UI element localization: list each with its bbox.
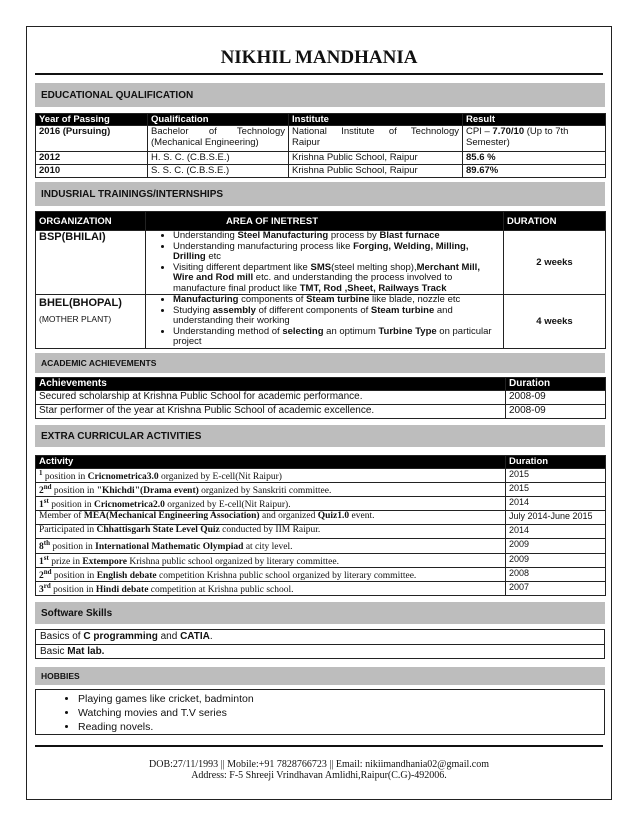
extra-duration: 2007 <box>506 581 606 595</box>
academic-header-duration: Duration <box>506 378 606 391</box>
training-org: BSP(BHILAI) <box>36 231 146 295</box>
training-table <box>35 211 606 349</box>
academic-table <box>35 377 606 419</box>
table-row <box>36 231 606 295</box>
list-item: • Playing games like cricket, badminton <box>78 692 604 706</box>
extra-activity: 1st position in Cricnometrica2.0 organized by E-cell(Nit Raipur). <box>36 497 506 511</box>
edu-qualification: S. S. C. (C.B.S.E.) <box>148 165 289 178</box>
edu-institute: Krishna Public School, Raipur <box>289 165 463 178</box>
table-row <box>36 525 606 539</box>
extra-heading: EXTRA CURRICULAR ACTIVITIES <box>35 425 605 447</box>
table-row <box>36 469 606 483</box>
academic-header-achievements: Achievements <box>36 378 506 391</box>
extra-header-duration: Duration <box>506 456 606 469</box>
software-box <box>35 629 605 659</box>
resume-page <box>26 26 612 800</box>
training-duration: 4 weeks <box>504 295 606 349</box>
academic-achievement: Secured scholarship at Krishna Public School for academic performance. <box>36 391 506 405</box>
table-row <box>36 497 606 511</box>
extra-activity: Participated in Chhattisgarh State Level Quiz conducted by IIM Raipur. <box>36 525 506 539</box>
edu-header-qualification: Qualification <box>148 114 289 126</box>
list-item: • Visiting different department like SMS(steel melting shop),Merchant Mill, Wire and Rod mill etc. and understanding the process involved to manufacture final product like TMT, Rod ,Sheet, Railways Track <box>173 263 500 295</box>
extra-header-activity: Activity <box>36 456 506 469</box>
extra-table <box>35 455 606 596</box>
list-item: • Reading novels. <box>78 720 604 734</box>
extra-duration: 2015 <box>506 483 606 497</box>
academic-heading: ACADEMIC ACHIEVEMENTS <box>35 353 605 373</box>
table-row <box>36 483 606 497</box>
education-heading: EDUCATIONAL QUALIFICATION <box>35 83 605 107</box>
table-row <box>36 581 606 595</box>
list-item: • Watching movies and T.V series <box>78 706 604 720</box>
table-row <box>36 165 606 178</box>
extra-activity: 2nd position in "Khichdi"(Drama event) organized by Sanskriti committee. <box>36 483 506 497</box>
academic-achievement: Star performer of the year at Krishna Public School of academic excellence. <box>36 405 506 419</box>
hobbies-box <box>35 689 605 735</box>
extra-activity: 1st prize in Extempore Krishna public school organized by literary committee. <box>36 553 506 567</box>
candidate-name: NIKHIL MANDHANIA <box>220 47 418 68</box>
training-heading: INDUSRIAL TRAININGS/INTERNSHIPS <box>35 182 605 206</box>
edu-header-year: Year of Passing <box>36 114 148 126</box>
extra-activity: Member of MEA(Mechanical Engineering Association) and organized Quiz1.0 event. <box>36 511 506 525</box>
extra-duration: 2008 <box>506 567 606 581</box>
extra-duration: 2014 <box>506 525 606 539</box>
table-row <box>36 152 606 165</box>
software-heading: Software Skills <box>35 602 605 624</box>
edu-result: 89.67% <box>463 165 606 178</box>
edu-qualification: Bachelor of Technology (Mechanical Engineering) <box>148 126 289 152</box>
software-line-1: Basics of C programming and CATIA. <box>36 630 604 645</box>
edu-institute: National Institute of Technology Raipur <box>289 126 463 152</box>
training-area <box>146 295 504 349</box>
training-org: BHEL(BHOPAL) (MOTHER PLANT) <box>36 295 146 349</box>
table-row <box>36 295 606 349</box>
footer-contact: DOB:27/11/1993 || Mobile:+91 7828766723 || Email: nikiimandhania02@gmail.com <box>149 759 489 770</box>
footer-rule <box>35 745 603 747</box>
table-row <box>36 567 606 581</box>
extra-duration: 2015 <box>506 469 606 483</box>
extra-activity: 3rd position in Hindi debate competition at Krishna public school. <box>36 581 506 595</box>
academic-duration: 2008-09 <box>506 391 606 405</box>
edu-qualification: H. S. C. (C.B.S.E.) <box>148 152 289 165</box>
table-row <box>36 553 606 567</box>
edu-year: 2016 (Pursuing) <box>36 126 148 152</box>
list-item: • Understanding method of selecting an optimum Turbine Type on particular project <box>173 327 500 348</box>
list-item: • Studying assembly of different components of Steam turbine and understanding their working <box>173 306 500 327</box>
extra-duration: 2009 <box>506 539 606 553</box>
hobbies-heading: HOBBIES <box>35 667 605 685</box>
footer-address: Address: F-5 Shreeji Vrindhavan Amlidhi,Raipur(C.G)-492006. <box>191 770 447 781</box>
edu-result: 85.6 % <box>463 152 606 165</box>
edu-year: 2012 <box>36 152 148 165</box>
table-row <box>36 391 606 405</box>
training-header-duration: DURATION <box>504 212 606 231</box>
table-row <box>36 126 606 152</box>
table-row <box>36 405 606 419</box>
table-row <box>36 511 606 525</box>
edu-result: CPI – 7.70/10 (Up to 7th Semester) <box>463 126 606 152</box>
academic-duration: 2008-09 <box>506 405 606 419</box>
table-row <box>36 539 606 553</box>
list-item: • Understanding manufacturing process like Forging, Welding, Milling, Drilling etc <box>173 242 500 263</box>
title-rule <box>35 73 603 75</box>
extra-duration: July 2014-June 2015 <box>506 511 606 525</box>
edu-year: 2010 <box>36 165 148 178</box>
education-table <box>35 113 606 178</box>
extra-duration: 2014 <box>506 497 606 511</box>
training-header-organization: ORGANIZATION <box>36 212 146 231</box>
list-item: • Understanding Steel Manufacturing process by Blast furnace <box>173 231 500 242</box>
training-area <box>146 231 504 295</box>
edu-header-institute: Institute <box>289 114 463 126</box>
training-header-area: AREA OF INETREST <box>146 212 504 231</box>
edu-institute: Krishna Public School, Raipur <box>289 152 463 165</box>
extra-activity: $^1$ position in Cricnometrica3.0 organized by E-cell(Nit Raipur) <box>36 469 506 483</box>
extra-duration: 2009 <box>506 553 606 567</box>
software-line-2: Basic Mat lab. <box>40 646 105 657</box>
list-item: • Manufacturing components of Steam turbine like blade, nozzle etc <box>173 295 500 306</box>
extra-activity: 8th position in International Mathematic Olympiad at city level. <box>36 539 506 553</box>
extra-activity: 2nd position in English debate competition Krishna public school organized by literary committee. <box>36 567 506 581</box>
training-duration: 2 weeks <box>504 231 606 295</box>
edu-header-result: Result <box>463 114 606 126</box>
